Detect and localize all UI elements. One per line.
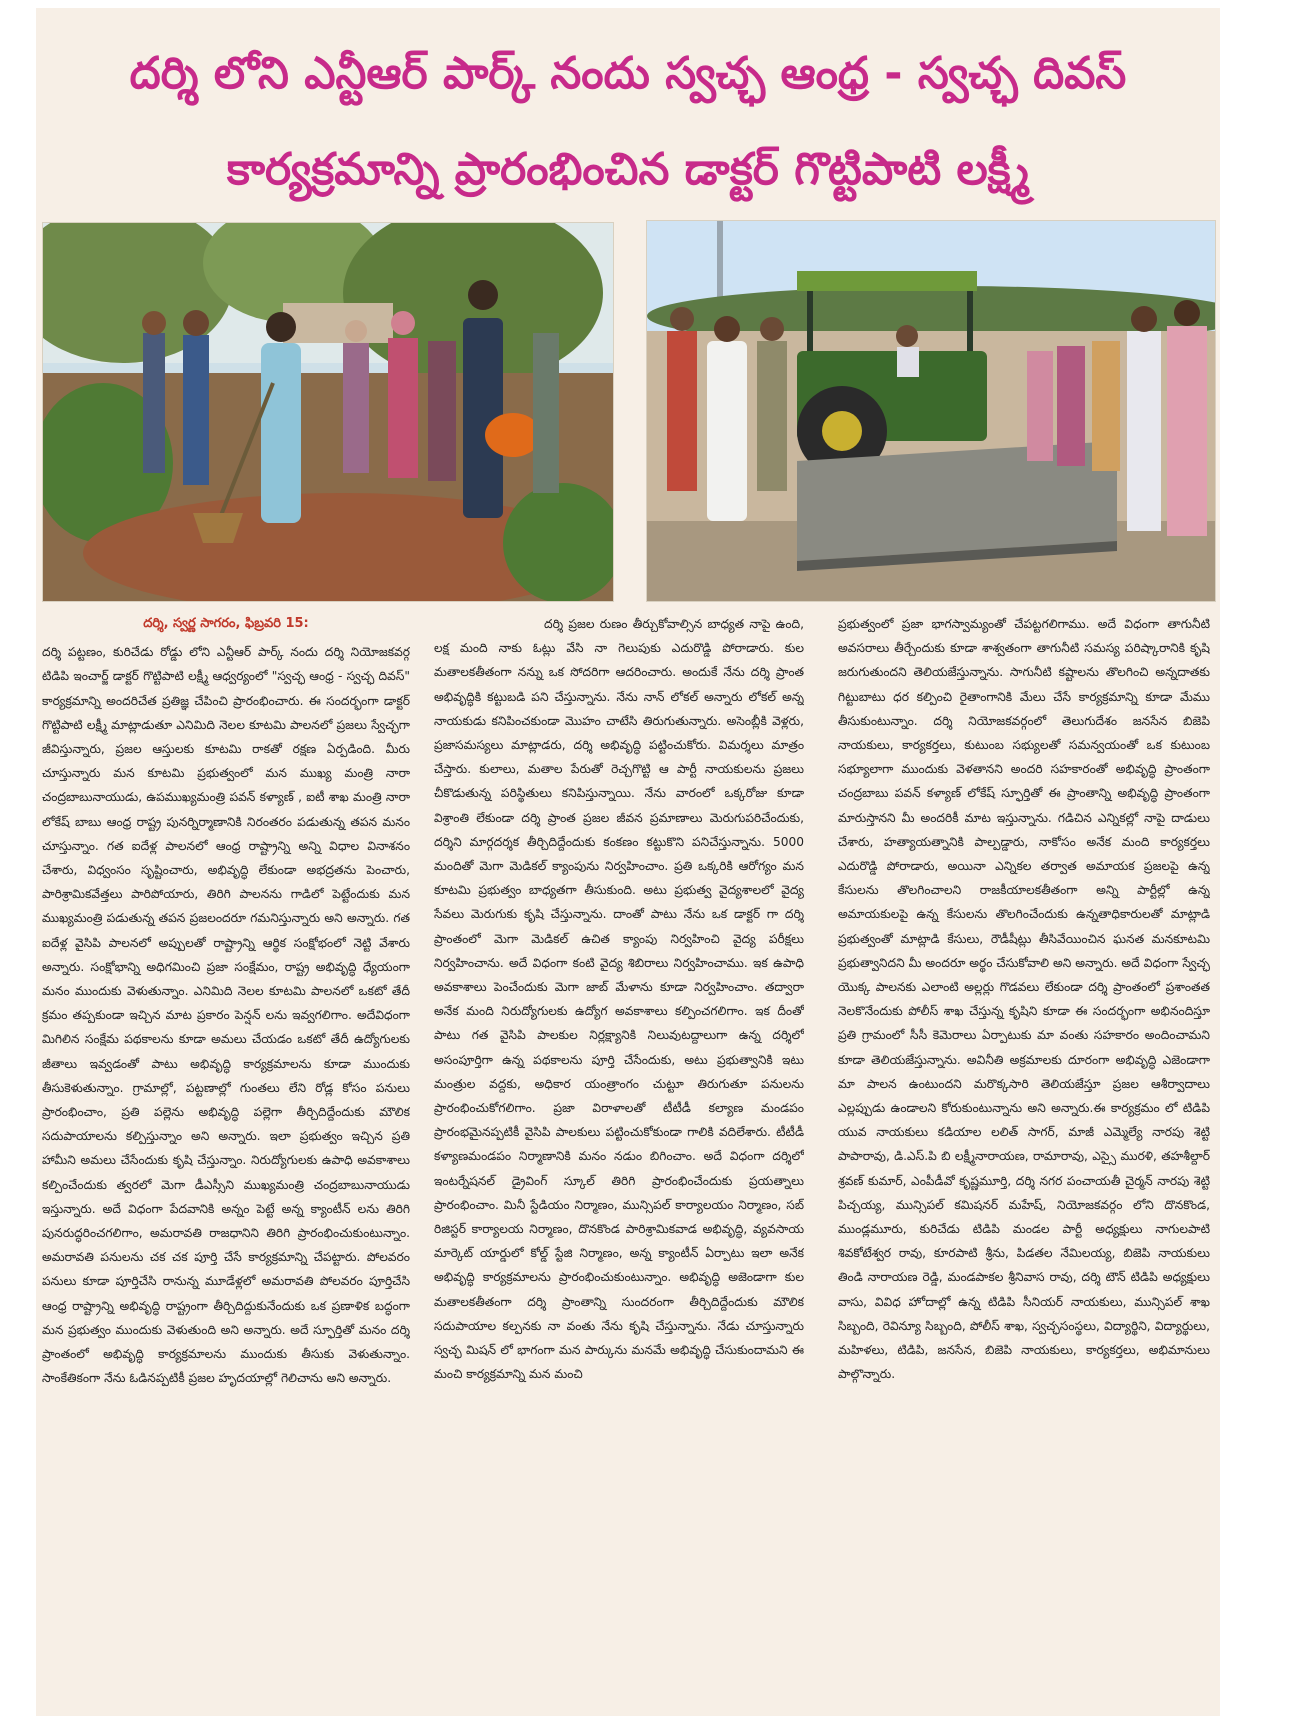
article-column-2-text: దర్శి ప్రజల రుణం తీర్చుకోవాల్సిన బాధ్యత నాపై ఉంది, లక్ష మంది నాకు ఓట్లు వేసి నా గెలుపుకు ఎదురొడ్డి పోరాడారు. కుల మతాలకతీతంగా నన్ను ఒక సోదరిగా ఆదరించారు. అందుకే నేను దర్శి ప్రాంత అభివృద్ధికి కట్టుబడి పని చేస్తున్నాను. నేను నాన్ లోకల్ అన్నారు లోకల్ అన్న నాయకుడు కనిపించకుండా మొహం చాటేసి తిరుగుతున్నారు. అసెంబ్లీకి వెళ్లరు, ప్రజాసమస్యలు మాట్లాడరు, దర్శి అభివృద్ధి పట్టించుకోరు. విమర్శలు మాత్రం చేస్తారు. కులాలు, మతాల పేరుతో రెచ్చగొట్టి ఆ పార్టీ నాయకులను ప్రజలు చీకొడుతున్న పరిస్థితులు కనిపిస్తున్నాయి. నేను వారంలో ఒక్కరోజు కూడా విశ్రాంతి లేకుండా దర్శి ప్రాంత ప్రజల జీవన ప్రమాణాలు మెరుగుపరిచేందుకు, దర్శిని మార్గదర్శక తీర్చిదిద్దేందుకు కంకణం కట్టుకొని పనిచేస్తున్నాను. 5000 మందితో మెగా మెడికల్ క్యాంపును నిర్వహించాం. ప్రతి ఒక్కరికి ఆరోగ్యం మన కూటమి ప్రభుత్వం బాధ్యతగా తీసుకుంది. అటు ప్రభుత్వ వైద్యశాలలో వైద్య సేవలు మెరుగుకు కృషి చేస్తున్నాను. దాంతో పాటు నేను ఒక డాక్టర్ గా దర్శి ప్రాంతంలో మెగా మెడికల్ ఉచిత క్యాంపు నిర్వహించి వైద్య పరీక్షలు నిర్వహించాను. అదే విధంగా కంటి వైద్య శిబిరాలు నిర్వహించాము. ఇక ఉపాధి అవకాశాలు పెంచేందుకు మెగా జాబ్ మేళాను కూడా నిర్వహించాం. తద్వారా అనేక మంది నిరుద్యోగులకు ఉద్యోగ అవకాశాలు కల్పించగలిగాం. ఇక దీంతో పాటు గత వైసిపి పాలకుల నిర్లక్ష్యానికి నిలువుటద్దాలుగా ఉన్న దర్శిలో అసంపూర్తిగా ఉన్న పథకాలను పూర్తి చేసేందుకు, అటు ప్రభుత్వానికి ఇటు మంత్రుల వద్దకు, అధికార యంత్రాంగం చుట్టూ తిరుగుతూ పనులను ప్రారంభించుకోగలిగాం. ప్రజా విరాళాలతో టీటీడీ కల్యాణ మండపం ప్రారంభమైనప్పటికీ వైసిపి పాలకులు పట్టించుకోకుండా గాలికి వదిలేశారు. టీటీడీ కళ్యాణమండపం నిర్మాణానికి మనం నడుం బిగించాం. అదే విధంగా దర్శిలో ఇంటర్నేషనల్ డ్రైవింగ్ స్కూల్ తిరిగి ప్రారంభించేందుకు ప్రయత్నాలు ప్రారంభించాం. మినీ స్టేడియం నిర్మాణం, మున్సిపల్ కార్యాలయం నిర్మాణం, సబ్ రిజిస్టర్ కార్యాలయ నిర్మాణం, దొనకొండ పారిశ్రామికవాడ అభివృద్ధి, వ్యవసాయ మార్కెట్ యార్డులో కోల్డ్ స్టేజి నిర్మాణం, అన్న క్యాంటీన్ ఏర్పాటు ఇలా అనేక అభివృద్ధి కార్యక్రమాలను ప్రారంభించుకుంటున్నాం. అభివృద్ధి అజెండాగా కుల మతాలకతీతంగా దర్శి ప్రాంతాన్ని సుందరంగా తీర్చిదిద్దేందుకు మౌలిక సదుపాయాల కల్పనకు నా వంతు నేను కృషి చేస్తున్నాను. నేడు చూస్తున్నారు స్వచ్ఛ మిషన్ లో భాగంగా మన పార్కును మనమే అభివృద్ధి చేసుకుందామని ఈ మంచి కార్యక్రమాన్ని మన మంచి bbox=[434, 617, 804, 1382]
dateline: దర్శి, స్వర్ణ సాగరం, ఫిబ్రవరి 15: bbox=[143, 616, 309, 631]
headline bbox=[36, 26, 1220, 218]
article-column-2 bbox=[434, 612, 804, 1708]
newspaper-clipping bbox=[36, 8, 1220, 1716]
cleanup-drive-photo bbox=[42, 222, 614, 602]
article-column-3-text: ప్రభుత్వంలో ప్రజా భాగస్వామ్యంతో చేపట్టగలిగాము. అదే విధంగా తాగునీటి అవసరాలు తీర్చేందుకు కూడా శాశ్వతంగా తాగునీటి సమస్య పరిష్కారానికి కృషి జరుగుతుందని తెలియజేస్తున్నాను. సాగునీటి కష్టాలను తొలగించి అన్నదాతకు గిట్టుబాటు ధర కల్పించి రైతాంగానికి మేలు చేసే కార్యక్రమాన్ని కూడా మేము తీసుకుంటున్నాం. దర్శి నియోజకవర్గంలో తెలుగుదేశం జనసేన బిజెపి నాయకులు, కార్యకర్తలు, కుటుంబ సభ్యులతో సమన్వయంతో ఒక కుటుంబ సభ్యూలాగా ముందుకు వెళతానని అందరి సహకారంతో అభివృద్ధి ప్రాంతంగా చంద్రబాబు పవన్ కళ్యాణ్ లోకేష్ స్ఫూర్తితో ఈ ప్రాంతాన్ని అభివృద్ధి ప్రాంతంగా మారుస్తానని మీ అందరికీ మాట ఇస్తున్నాను. గడిచిన ఎన్నికల్లో నాపై దాడులు చేశారు, హత్యాయత్నానికి పాల్పడ్డారు, నాకోసం అనేక మంది కార్యకర్తలు ఎదురొడ్డి పోరాడారు, అయినా ఎన్నికల తర్వాత అమాయక ప్రజలపై ఉన్న కేసులను తొలగించాలని రాజకీయాలకతీతంగా అన్ని పార్టీల్లో ఉన్న అమాయకులపై ఉన్న కేసులను తొలగించేందుకు ఉన్నతాధికారులతో మాట్లాడి ప్రభుత్వంతో మాట్లాడి కేసులు, రౌడీషీట్లు తీసివేయించిన ఘనత మనకూటమి ప్రభుత్వానిదని మీ అందరూ అర్థం చేసుకోవాలి అని అన్నారు. అదే విధంగా స్వేచ్ఛ యొక్క పాలనకు ఎలాంటి అల్లర్లు గొడవలు లేకుండా దర్శి ప్రాంతంలో ప్రశాంతత నెలకొనేందుకు పోలీస్ శాఖ చేస్తున్న కృషిని కూడా ఈ సందర్భంగా అభినందిస్తూ ప్రతి గ్రామంలో సీసీ కెమెరాలు ఏర్పాటుకు మా వంతు సహకారం అందించామని కూడా తెలియజేస్తున్నాను. అవినీతి అక్రమాలకు దూరంగా అభివృద్ధి ఎజెండాగా మా పాలన ఉంటుందని మరొక్కసారి తెలియజేస్తూ ప్రజల ఆశీర్వాదాలు ఎల్లప్పుడు ఉండాలని కోరుకుంటున్నాను అని అన్నారు.ఈ కార్యక్రమం లో టిడిపి యువ నాయకులు కడియాల లలిత్ సాగర్, మాజీ ఎమ్మెల్యే నారపు శెట్టి పాపారావు, డి.ఎస్.పి బి లక్ష్మీనారాయణ, రామారావు, ఎస్సై మురళి, తహశీల్దార్ శ్రవణ్ కుమార్, ఎంపీడీవో కృష్ణమూర్తి, దర్శి నగర పంచాయతీ చైర్మన్ నారపు శెట్టి పిచ్చయ్య, మున్సిపల్ కమిషనర్ మహేష్, నియోజకవర్గం లోని దొనకొండ, ముండ్లమూరు, కురిచేడు టిడిపి మండల పార్టీ అధ్యక్షులు నాగులపాటి శివకోటేశ్వర రావు, కూరపాటి శ్రీను, పిడతల నేమిలయ్య, బిజెపి నాయకులు తిండి నారాయణ రెడ్డి, మండపాకల శ్రీనివాస రావు, దర్శి టౌన్ టిడిపి అధ్యక్షులు వాసు, వివిధ హోదాల్లో ఉన్న టిడిపి సీనియర్ నాయకులు, మున్సిపల్ శాఖ సిబ్బంది, రెవిన్యూ సిబ్బంది, పోలీస్ శాఖ, స్వచ్ఛసంస్థలు, విద్యార్థిని, విద్యార్థులు, మహిళలు, టిడిపి, జనసేన, బిజెపి నాయకులు, కార్యకర్తలు, అభిమానులు పాల్గొన్నారు. bbox=[838, 617, 1210, 1382]
tractor-dozer-photo-icon bbox=[647, 221, 1215, 601]
headline-line-1: దర్శి లోని ఎన్టీఆర్ పార్క్ నందు స్వచ్ఛ ఆంధ్ర - స్వచ్ఛ దివస్ bbox=[129, 48, 1127, 99]
headline-line-2: కార్యక్రమాన్ని ప్రారంభించిన డాక్టర్ గొట్టిపాటి లక్ష్మీ bbox=[226, 144, 1030, 195]
tractor-dozer-photo bbox=[646, 220, 1216, 602]
article-column-1-text: దర్శి పట్టణం, కురిచేడు రోడ్డు లోని ఎన్టీఆర్ పార్క్ నందు దర్శి నియోజకవర్గ టిడిపి ఇంచార్జ్ డాక్టర్ గొట్టిపాటి లక్ష్మీ ఆధ్వర్యంలో "స్వచ్ఛ ఆంధ్ర - స్వచ్ఛ దివస్" కార్యక్రమాన్ని అందరిచేత ప్రతిజ్ఞ చేపించి ప్రారంభించారు. ఈ సందర్భంగా డాక్టర్ గొట్టిపాటి లక్ష్మీ మాట్లాడుతూ ఎనిమిది నెలల కూటమి పాలనలో ప్రజలు స్వేచ్ఛగా జీవిస్తున్నారు, ప్రజల ఆస్తులకు కూటమి రాకతో రక్షణ ఏర్పడింది. మీరు చూస్తున్నారు మన కూటమి ప్రభుత్వంలో మన ముఖ్య మంత్రి నారా చంద్రబాబునాయుడు, ఉపముఖ్యమంత్రి పవన్ కళ్యాణ్ , ఐటీ శాఖ మంత్రి నారా లోకేష్ బాబు ఆంధ్ర రాష్ట్ర పునర్నిర్మాణానికి నిరంతరం పడుతున్న తపన మనం చూస్తున్నాం. గత ఐదేళ్ల పాలనలో ఆంధ్ర రాష్ట్రాన్ని అన్ని విధాల వినాశనం చేశారు, విధ్వంసం సృష్టించారు, అభివృద్ధి లేకుండా అభద్రతను పెంచారు, పారిశ్రామికవేత్తలు పారిపోయారు, తిరిగి పాలనను గాడిలో పెట్టేందుకు మన ముఖ్యమంత్రి పడుతున్న తపన ప్రజలందరూ గమనిస్తున్నారు అని అన్నారు. గత ఐదేళ్ల వైసిపి పాలనలో అప్పులతో రాష్ట్రాన్ని ఆర్థిక సంక్షోభంలో నెట్టి వేశారు అన్నారు. సంక్షోభాన్ని అధిగమించి ప్రజా సంక్షేమం, రాష్ట్ర అభివృద్ధి ధ్యేయంగా మనం ముందుకు వెళుతున్నాం. ఎనిమిది నెలల కూటమి పాలనలో ఒకటో తేదీ క్రమం తప్పకుండా ఇచ్చిన మాట ప్రకారం పెన్షన్ లను ఇవ్వగలిగాం. అదేవిధంగా మిగిలిన సంక్షేమ పథకాలను కూడా అమలు చేయడం ఒకటో తేదీ ఉద్యోగులకు జీతాలు ఇవ్వడంతో పాటు అభివృద్ధి కార్యక్రమాలను కూడా ముందుకు తీసుకెళుతున్నాం. గ్రామాల్లో, పట్టణాల్లో గుంతలు లేని రోడ్ల కోసం పనులు ప్రారంభించాం, ప్రతి పల్లెను అభివృద్ధి పల్లెగా తీర్చిదిద్దేందుకు మౌలిక సదుపాయాలను కల్పిస్తున్నాం అని అన్నారు. ఇలా ప్రభుత్వం ఇచ్చిన ప్రతి హామీని అమలు చేసేందుకు కృషి చేస్తున్నాం. నిరుద్యోగులకు ఉపాధి అవకాశాలు కల్పించేందుకు త్వరలో మెగా డీఎస్సీని ముఖ్యమంత్రి చంద్రబాబునాయుడు ఇస్తున్నారు. అదే విధంగా పేదవానికి అన్నం పెట్టే అన్న క్యాంటీన్ లను తిరిగి పునరుద్ధరించగలిగాం, అమరావతి రాజధానిని తిరిగి ప్రారంభించుకుంటున్నాం. అమరావతి పనులను చక చక పూర్తి చేసే కార్యక్రమాన్ని చేపట్టారు. పోలవరం పనులు కూడా పూర్తిచేసి రానున్న మూడేళ్లలో అమరావతి పోలవరం పూర్తిచేసి ఆంధ్ర రాష్ట్రాన్ని అభివృద్ధి రాష్ట్రంగా తీర్చిదిద్దుకునేందుకు ఒక ప్రణాళిక బద్ధంగా మన ప్రభుత్వం ముందుకు వెళుతుంది అని అన్నారు. అదే స్ఫూర్తితో మనం దర్శి ప్రాంతంలో అభివృద్ధి కార్యక్రమాలను ముందుకు తీసుకు వెళుతున్నాం. సాంకేతికంగా నేను ఓడినప్పటికీ ప్రజల హృదయాల్లో గెలిచాను అని అన్నారు. bbox=[42, 645, 410, 1386]
cleanup-drive-photo-icon bbox=[43, 223, 613, 601]
article-column-1 bbox=[42, 612, 410, 1708]
article-column-3 bbox=[838, 612, 1210, 1708]
